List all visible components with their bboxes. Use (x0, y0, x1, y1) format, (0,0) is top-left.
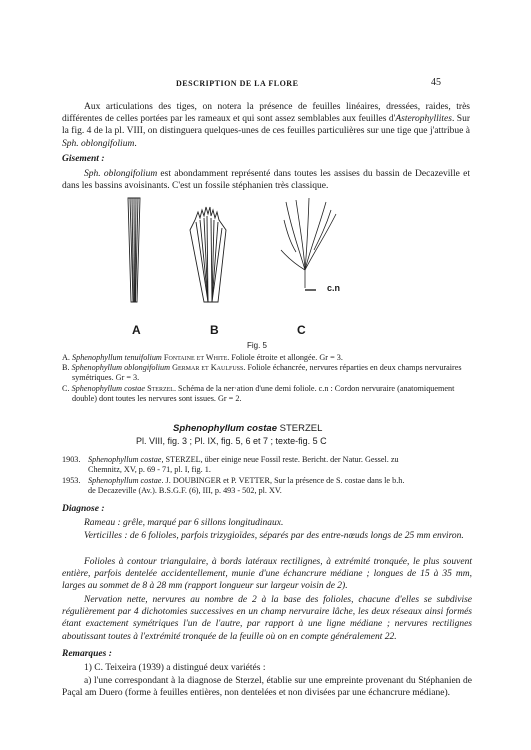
diagnose-heading: Diagnose : (62, 504, 105, 514)
species-plates: Pl. VIII, fig. 3 ; Pl. IX, fig. 5, 6 et 7 ; texte-fig. 5 C (136, 436, 327, 446)
foliole-a-drawing (128, 198, 140, 302)
reference-1953: 1953. Sphenophyllum costae. J. DOUBINGER et P. VETTER, Sur la présence de S. costae dans le b.h. de Decazeville (Av.). B.S.G.F. (6), III, p. 493 - 502, pl. XV. (62, 476, 405, 495)
legend-item-b: B. Sphenophyllum oblongifolium Germar et Kaulfuss. Foliole échancrée, nervures réparties en deux champs nervuraires symétriques. Gr = 3. (62, 363, 462, 383)
running-title: DESCRIPTION DE LA FLORE (176, 79, 299, 88)
cn-label: c.n (327, 283, 341, 293)
legend-item-a: A. Sphenophyllum tenuifolium Fontaine et White. Foliole étroite et allongée. Gr = 3. (62, 353, 343, 362)
foliole-c-venation-drawing (281, 198, 336, 290)
diagnose-rameau: Rameau : grêle, marqué par 6 sillons longitudinaux. (84, 518, 284, 528)
remarques-item-1: 1) C. Teixeira (1939) a distingué deux variétés : (84, 663, 266, 673)
legend-item-c: C. Sphenophyllum costae Sterzel. Schéma de la ner·ation d'une demi foliole. c.n : Cordon nervuraire (anatomiquement double) dont toutes les nervures sont issues. Gr = 2. (62, 383, 455, 403)
reference-1903: 1903. Sphenophyllum costae, STERZEL, über einige neue Fossil reste. Bericht. der Natur. Gessel. zu Chemnitz, XV, p. 69 - 71, pl. I, fig. 1. (62, 455, 399, 474)
remarques-item-1a: a) l'une correspondant à la diagnose de Sterzel, établie sur une empreinte provenant du Stéphanien de Paçal am Duero (forme à feuilles entières, non dentelées et non divisées par une échancrure médiane). (62, 676, 472, 699)
intro-paragraph (62, 101, 470, 150)
page-number: 45 (431, 77, 441, 88)
intro-species: Sph. oblongifolium (62, 138, 135, 149)
diagnose-folioles: Folioles à contour triangulaire, à bords latéraux rectilignes, à extrémité tronquée, le plus souvent entière, parfois dentelée accidentellement, munie d'une échancrure médiane ; longues de 15 à 35 mm, larges au sommet de 8 à 28 mm (rapport longueur sur largeur voisin de 2). (62, 557, 472, 592)
figure-caption: Fig. 5 (247, 341, 268, 350)
gisement-text: est abondamment représenté dans toutes les assises du bassin de Decazeville et dans les bassins avoisinants. C'est un fossile stéphanien très classique. (62, 169, 470, 192)
figure-label-a: A (132, 323, 141, 337)
diagnose-verticilles: Verticilles : de 6 folioles, parfois trizygioïdes, séparés par des entre-nœuds longs de 25 mm environ. (84, 531, 464, 541)
intro-genus: Asterophyllites (395, 114, 452, 125)
intro-text-3: . (134, 138, 137, 149)
gisement-paragraph (62, 168, 470, 192)
foliole-b-drawing (190, 207, 226, 302)
figure-legend (62, 353, 472, 404)
intro-text-2: . Sur la fig. 4 de la pl. VIII, on distinguera quelques-unes de ces feuilles particulières sur une tige que j'attribue à (62, 114, 470, 137)
gisement-species: Sph. oblongifolium (84, 169, 158, 179)
diagnose-nervation: Nervation nette, nervures au nombre de 2 à la base des folioles, chacune d'elles se subdivise régulièrement par 4 dichotomies successives en un champ nervuraire lâche, les deux réseaux ainsi formés étant exactement symétriques l'un de l'autre, par rapport à une ligne médiane ; nervures rectilignes aboutissant toutes à l'extrémité tronquée de la feuille où on en compte généralement 22. (62, 595, 472, 642)
intro-text-1: Aux articulations des tiges, on notera la présence de feuilles linéaires, dressées, raides, très différentes de celles portées par les rameaux et qui sont assez semblables aux feuilles d' (62, 102, 470, 125)
species-title: Sphenophyllum costae STERZEL (173, 423, 323, 434)
remarques-heading: Remarques : (62, 649, 112, 659)
gisement-heading: Gisement : (62, 154, 105, 164)
figure-5-drawings (100, 192, 400, 312)
figure-label-c: C (297, 323, 306, 337)
figure-label-b: B (210, 323, 219, 337)
